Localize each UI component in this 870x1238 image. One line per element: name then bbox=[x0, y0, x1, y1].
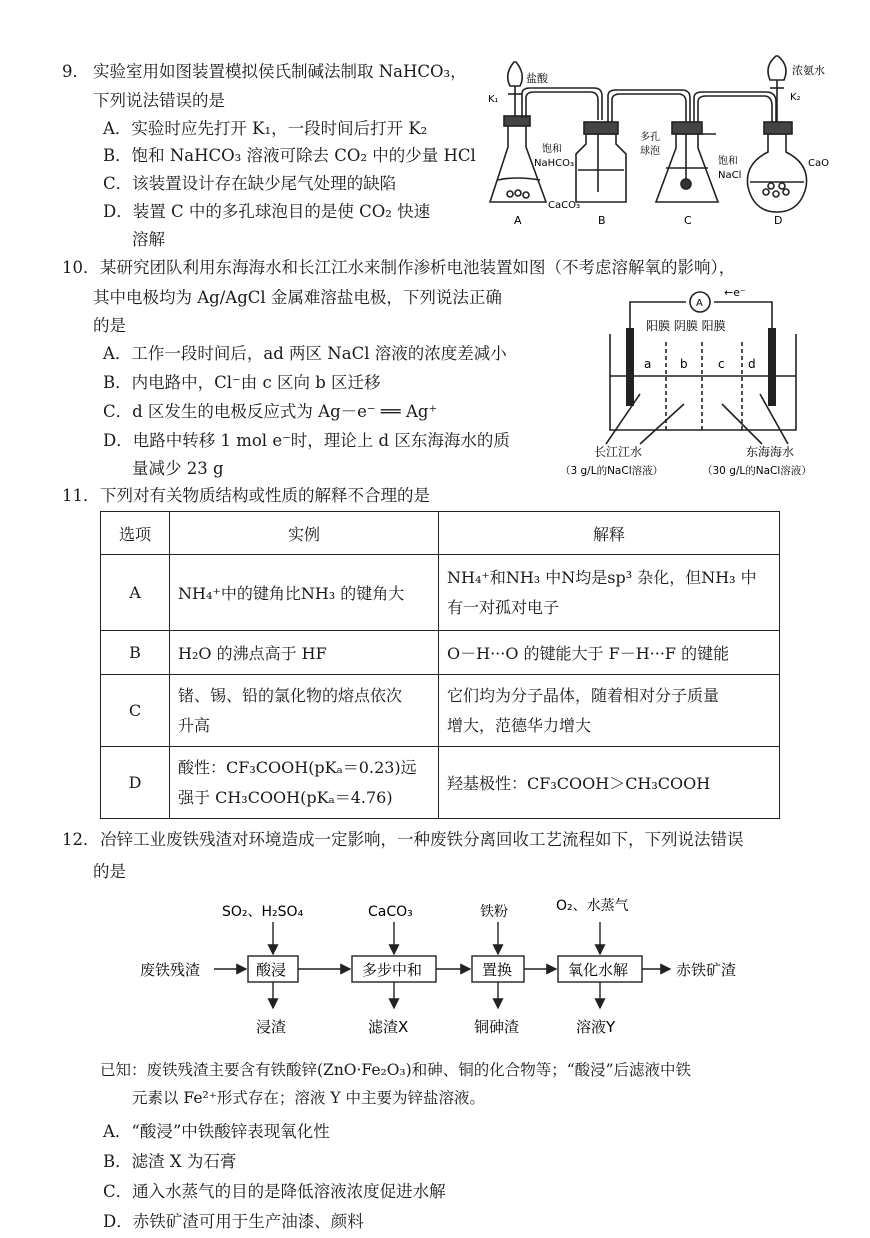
flow-reagent-2: CaCO₃ bbox=[368, 904, 413, 920]
q11-number: 11． bbox=[62, 486, 100, 505]
flow-output-2: 滤渣X bbox=[368, 1018, 409, 1036]
flow-reagent-4: O₂、水蒸气 bbox=[556, 898, 629, 914]
zone-c: c bbox=[718, 357, 725, 371]
q10-stem-line2: 其中电极均为 Ag/AgCl 金属难溶盐电极，下列说法正确 bbox=[93, 288, 502, 307]
label-caco3: CaCO₃ bbox=[548, 200, 580, 211]
flow-step-1: 酸浸 bbox=[256, 961, 287, 979]
table-row bbox=[101, 555, 780, 631]
row-d-example bbox=[170, 747, 439, 819]
row-b-option: B bbox=[101, 631, 170, 675]
q12-option-b: B．滤渣 X 为石膏 bbox=[103, 1152, 237, 1171]
q9-apparatus-figure bbox=[486, 52, 846, 227]
funnel-a bbox=[508, 62, 523, 86]
q10-option-c: C．d 区发生的电极反应式为 Ag－e⁻ ══ Ag⁺ bbox=[103, 402, 438, 421]
q12-flow-diagram bbox=[130, 890, 790, 1040]
label-c: C bbox=[684, 214, 692, 227]
q9-option-b: B．饱和 NaHCO₃ 溶液可除去 CO₂ 中的少量 HCl bbox=[103, 146, 476, 165]
row-a-explain-line2: 有一对孤对电子 bbox=[447, 597, 560, 617]
row-a-explain-line1: NH₄⁺和NH₃ 中N均是sp³ 杂化，但NH₃ 中 bbox=[447, 567, 757, 587]
zone-a: a bbox=[644, 357, 652, 371]
label-nahco3-formula: NaHCO₃ bbox=[534, 158, 574, 169]
row-a-option: A bbox=[101, 555, 170, 631]
row-b-example: H₂O 的沸点高于 HF bbox=[170, 631, 439, 675]
q9-option-d-cont: 溶解 bbox=[132, 230, 165, 249]
header-example: 实例 bbox=[170, 512, 439, 555]
table-header-row bbox=[101, 512, 780, 555]
flask-d bbox=[747, 134, 806, 212]
funnel-d bbox=[768, 56, 786, 80]
right-electrode bbox=[768, 328, 776, 406]
row-d-option: D bbox=[101, 747, 170, 819]
label-nacl: 饱和 bbox=[718, 156, 738, 167]
q12-known-line2: 元素以 Fe²⁺形式存在；溶液 Y 中主要为锌盐溶液。 bbox=[132, 1089, 485, 1107]
ammeter-label: A bbox=[696, 298, 703, 309]
right-conc-label: （30 g/L的NaCl溶液） bbox=[702, 465, 812, 477]
q11-stem: 下列对有关物质结构或性质的解释不合理的是 bbox=[100, 486, 430, 505]
row-c-explain bbox=[439, 675, 780, 747]
zone-d: d bbox=[748, 357, 756, 371]
flow-step-4: 氧化水解 bbox=[568, 961, 629, 979]
row-c-example bbox=[170, 675, 439, 747]
flow-product: 赤铁矿渣 bbox=[676, 961, 737, 979]
label-bubbler-2: 球泡 bbox=[640, 146, 660, 157]
label-cao: CaO bbox=[808, 158, 829, 169]
header-explain: 解释 bbox=[439, 512, 780, 555]
left-water-label: 长江江水 bbox=[594, 445, 643, 459]
row-c-explain-line2: 增大，范德华力增大 bbox=[447, 715, 592, 735]
electron-label: ←e⁻ bbox=[724, 286, 746, 299]
row-b-explain: O－H···O 的键能大于 F－H···F 的键能 bbox=[439, 631, 780, 675]
q9-option-a: A．实验时应先打开 K₁，一段时间后打开 K₂ bbox=[103, 119, 428, 138]
left-conc-label: （3 g/L的NaCl溶液） bbox=[560, 465, 664, 477]
row-c-explain-line1: 它们均为分子晶体，随着相对分子质量 bbox=[447, 685, 720, 705]
row-a-explain bbox=[439, 555, 780, 631]
membrane-labels: 阳膜 阴膜 阳膜 bbox=[646, 319, 726, 333]
q9-option-c: C．该装置设计存在缺少尾气处理的缺陷 bbox=[103, 174, 397, 193]
left-electrode bbox=[626, 328, 634, 406]
row-c-option: C bbox=[101, 675, 170, 747]
label-d: D bbox=[774, 214, 783, 227]
q10-option-d-cont: 量减少 23 g bbox=[132, 459, 224, 478]
row-c-example-line1: 锗、锡、铅的氯化物的熔点依次 bbox=[178, 685, 403, 705]
row-c-example-line2: 升高 bbox=[178, 715, 211, 735]
q10-option-d: D．电路中转移 1 mol e⁻时，理论上 d 区东海海水的质 bbox=[103, 431, 510, 450]
row-a-example: NH₄⁺中的键角比NH₃ 的键角大 bbox=[170, 555, 439, 631]
q12-option-d: D．赤铁矿渣可用于生产油漆、颜料 bbox=[103, 1212, 364, 1231]
flow-output-3: 铜砷渣 bbox=[474, 1018, 520, 1036]
flow-step-2: 多步中和 bbox=[362, 961, 423, 979]
q9-stem-line1: 实验室用如图装置模拟侯氏制碱法制取 NaHCO₃， bbox=[93, 62, 467, 81]
flow-reagent-3: 铁粉 bbox=[480, 904, 508, 920]
q10-stem-line3: 的是 bbox=[93, 316, 126, 335]
table-row bbox=[101, 747, 780, 819]
q10-option-b: B．内电路中，Cl⁻由 c 区向 b 区迁移 bbox=[103, 373, 381, 392]
label-ammonia: 浓氨水 bbox=[792, 64, 825, 77]
q9-number: 9． bbox=[62, 62, 89, 81]
row-d-explain: 羟基极性：CF₃COOH＞CH₃COOH bbox=[439, 747, 780, 819]
label-k2: K₂ bbox=[790, 92, 801, 103]
table-row bbox=[101, 631, 780, 675]
label-k1: K₁ bbox=[488, 94, 499, 105]
label-nahco3: 饱和 bbox=[542, 144, 562, 155]
flow-step-3: 置换 bbox=[482, 961, 513, 979]
q12-number: 12． bbox=[62, 830, 100, 849]
zone-b: b bbox=[680, 357, 688, 371]
header-option: 选项 bbox=[101, 512, 170, 555]
q12-option-a: A．“酸浸”中铁酸锌表现氧化性 bbox=[103, 1122, 330, 1141]
q10-option-a: A．工作一段时间后，ad 两区 NaCl 溶液的浓度差减小 bbox=[103, 344, 507, 363]
bottle-b bbox=[576, 134, 626, 202]
q12-option-c: C．通入水蒸气的目的是降低溶液浓度促进水解 bbox=[103, 1182, 446, 1201]
q10-stem-line1: 某研究团队利用东海海水和长江江水来制作渗析电池装置如图（不考虑溶解氧的影响）， bbox=[100, 258, 736, 277]
q11-table bbox=[100, 511, 780, 819]
flow-reagent-1: SO₂、H₂SO₄ bbox=[222, 904, 304, 920]
label-nacl-2: NaCl bbox=[718, 170, 742, 181]
q9-stem-line2: 下列说法错误的是 bbox=[93, 91, 225, 110]
q9-option-d: D．装置 C 中的多孔球泡目的是使 CO₂ 快速 bbox=[103, 202, 431, 221]
q12-stem-line2: 的是 bbox=[93, 862, 126, 881]
q12-stem-line1: 冶锌工业废铁残渣对环境造成一定影响，一种废铁分离回收工艺流程如下，下列说法错误 bbox=[100, 830, 744, 849]
label-bubbler: 多孔 bbox=[640, 132, 660, 143]
table-row bbox=[101, 675, 780, 747]
row-d-example-line2: 强于 CH₃COOH(pKₐ＝4.76) bbox=[178, 787, 393, 807]
label-a: A bbox=[514, 214, 522, 227]
q10-cell-figure bbox=[560, 284, 860, 480]
right-water-label: 东海海水 bbox=[746, 445, 795, 459]
flow-output-4: 溶液Y bbox=[576, 1018, 616, 1036]
q10-number: 10． bbox=[62, 258, 100, 277]
flow-input: 废铁残渣 bbox=[140, 961, 201, 979]
label-b: B bbox=[598, 214, 606, 227]
label-acid: 盐酸 bbox=[526, 72, 548, 85]
row-d-example-line1: 酸性：CF₃COOH(pKₐ＝0.23)远 bbox=[178, 757, 417, 777]
q12-known-line1: 已知：废铁残渣主要含有铁酸锌(ZnO·Fe₂O₃)和砷、铜的化合物等；“酸浸”后滤液中铁 bbox=[100, 1061, 692, 1079]
flow-output-1: 浸渣 bbox=[256, 1018, 287, 1036]
